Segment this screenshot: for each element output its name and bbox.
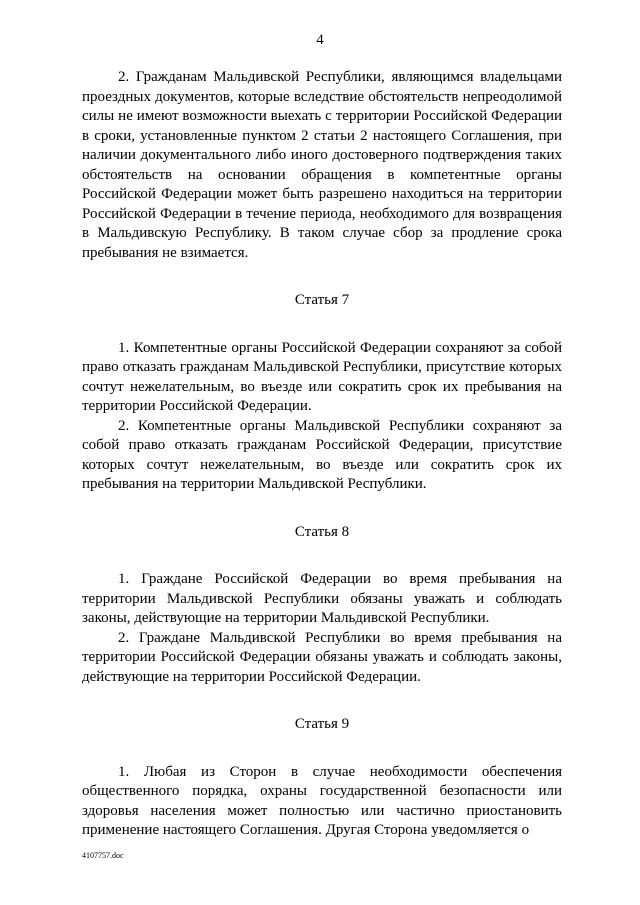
document-body (82, 68, 562, 841)
article-8-heading: Статья 8 (294, 523, 350, 540)
article-9-heading: Статья 9 (294, 716, 350, 732)
article-9-paragraph-1: 1. Любая из Сторон в случае необходимости обеспечения общественного порядка, охраны государственной безопасности или здоровья населения может полностью или частично приостановить применение настоящего Соглашения. Другая Сторона уведомляется о (82, 763, 562, 838)
page-number: 4 (316, 32, 324, 48)
article-6-paragraph-2: 2. Гражданам Мальдивской Республики, являющимся владельцами проездных документов, которые вследствие обстоятельств непреодолимой силы не имеют возможности выехать с территории Российской Федерации в сроки, установленные пунктом 2 статьи 2 настоящего Соглашения, при наличии документального либо иного достоверного подтверждения таких обстоятельств на основании обращения в компетентные органы Российской Федерации может быть разрешено находиться на территории Российской Федерации в течение периода, необходимого для возвращения в Мальдивскую Республику. В таком случае сбор за продление срока пребывания не взимается. (82, 69, 562, 261)
article-7-paragraph-2: 2. Компетентные органы Мальдивской Республики сохраняют за собой право отказать гражданам Российской Федерации, присутствие которых сочтут нежелательным, во въезде или сократить срок их пребывания на территории Мальдивской Республики. (82, 417, 562, 492)
document-filename: 4107757.doc (82, 851, 124, 860)
article-8-paragraph-1: 1. Граждане Российской Федерации во время пребывания на территории Мальдивской Республики обязаны уважать и соблюдать законы, действующие на территории Мальдивской Республики. (82, 571, 562, 626)
article-8-paragraph-2: 2. Граждане Мальдивской Республики во время пребывания на территории Российской Федерации обязаны уважать и соблюдать законы, действующие на территории Российской Федерации. (82, 629, 562, 685)
article-7-paragraph-1: 1. Компетентные органы Российской Федерации сохраняют за собой право отказать гражданам Мальдивской Республики, присутствие которых сочтут нежелательным, во въезде или сократить срок их пребывания на территории Российской Федерации. (82, 339, 562, 414)
article-7-heading: Статья 7 (294, 292, 350, 308)
